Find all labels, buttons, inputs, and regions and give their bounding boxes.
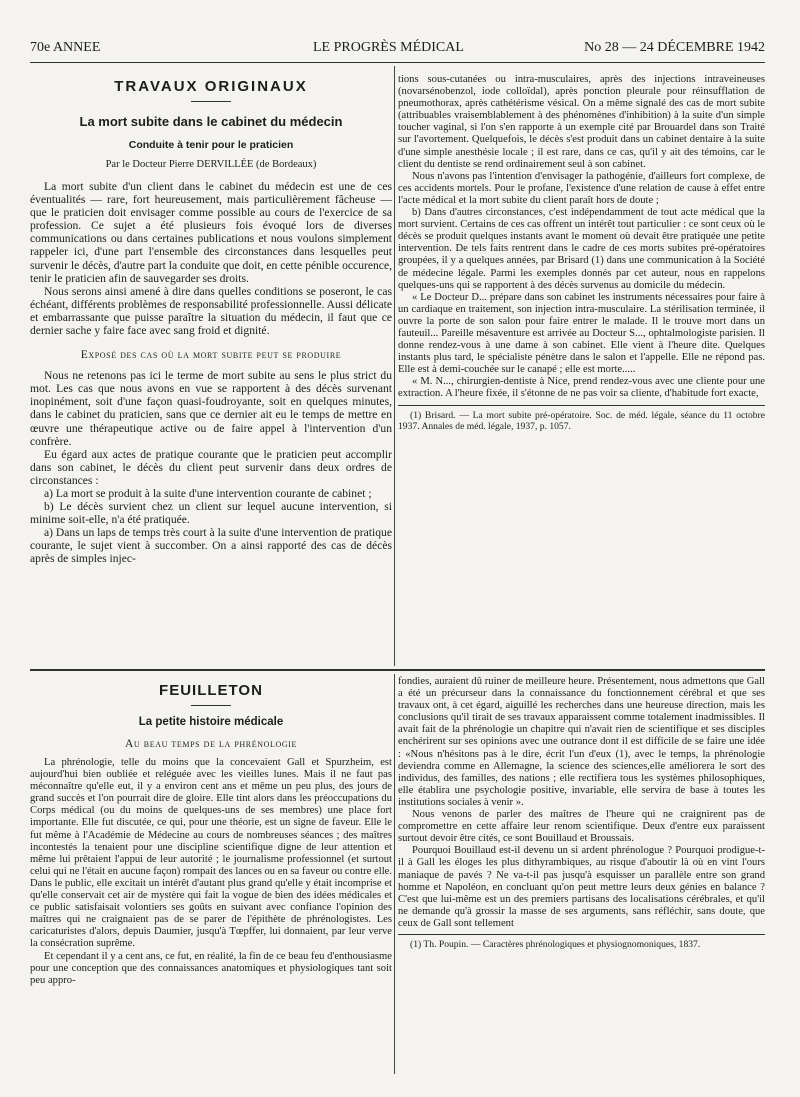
paragraph: b) Dans d'autres circonstances, c'est indépendamment de tout acte médical que la mort survient. Certains de ces cas offrent un intérêt tout particulier : ce sont ceux où le décès se produit quelques instants avant le moment où devait être pratiquée une petite intervention. De tels faits rentrent dans le cadre de ces morts subites pré-opératoires groupées, il y a quelques années, par Brisard (1) dans une communication à la Société de médecine légale. Parmi les exemples donnés par cet auteur, nous en rappelons quelques-uns qui se rapportent à des décès survenus au domicile du médecin. [398, 207, 765, 291]
article-byline: Par le Docteur Pierre DERVILLÉE (de Bordeaux) [105, 159, 317, 170]
article-subtitle: Conduite à tenir pour le praticien [128, 139, 294, 151]
paragraph: La mort subite d'un client dans le cabinet du médecin est une de ces éventualités — rare, fort heureusement, mais particulièrement fâcheuse — que le praticien doit envisager comme possible au cours de l'exercice de sa profession. Ce sujet a été plusieurs fois évoqué lors de diverses communications ou dans certaines publications et nous voulons simplement rappeler ici, d'une part l'ensemble des circonstances dans lesquelles peut survenir le décès, d'autre part la conduite que doit, en cette pénible occurence, tenir le praticien afin de sauvegarder ses droits. [30, 180, 392, 285]
subsection-heading: Exposé des cas où la mort subite peut se produire [80, 349, 342, 362]
title-divider [191, 705, 231, 706]
paragraph: Et cependant il y a cent ans, ce fut, en réalité, la fin de ce beau feu d'enthousiasme pour une conception que des connaissances anatomiques et physiologiques tant soit peu appro- [30, 950, 392, 986]
paragraph: Nous n'avons pas l'intention d'envisager la pathogénie, d'ailleurs fort complexe, de ces accidents mortels. Pour le profane, l'existence d'une relation de cause à effet entre l'acte médical et la mort subite du client paraît hors de doute ; [398, 170, 765, 206]
column-divider-bottom [394, 674, 395, 1074]
paragraph: Nous serons ainsi amené à dire dans quelles conditions se poseront, le cas échéant, différents problèmes de responsabilité professionnelle. Aussi délicate et embarrassante que puisse paraître la situation du médecin, il faut que ce dernier sache y faire face avec sang froid et dignité. [30, 284, 392, 338]
column-divider-top [394, 66, 395, 666]
paragraph: Nous ne retenons pas ici le terme de mort subite au sens le plus strict du mot. Les cas que nous avons en vue se rapportent à des décès survenant inopinément, soit d'une façon quasi-foudroyante, soit en quelques minutes, dans le cabinet du praticien, sans que ce dernier ait eu le temps de mettre en œuvre une thérapeutique active ou de faire appel à l'intervention d'un confrère. [30, 369, 392, 448]
header-rule [30, 62, 765, 63]
paragraph: Eu égard aux actes de pratique courante que le praticien peut accomplir dans son cabinet, le décès du client peut survenir dans deux ordres de circonstances : [30, 447, 392, 487]
feuilleton-right-column [398, 676, 765, 1076]
paragraph: a) Dans un laps de temps très court à la suite d'une intervention de pratique courante, le sujet vient à succomber. On a ainsi rapporté des cas de décès après de simples injec- [30, 526, 392, 566]
running-header [30, 34, 765, 60]
paragraph: b) Le décès survient chez un client sur lequel aucune intervention, si minime soit-elle, n'a été pratiquée. [30, 500, 392, 527]
travaux-right-column [398, 74, 765, 666]
section-title-travaux: TRAVAUX ORIGINAUX [114, 78, 308, 95]
paragraph: « Le Docteur D... prépare dans son cabinet les instruments nécessaires pour faire à un cardiaque en traitement, son injection intra-musculaire. La stérilisation terminée, il ouvre la porte de son salon pour faire entrer le malade. Il le trouve mort dans un fauteuil... Pareille mésaventure est arrivée au Docteur S..., ophtalmologiste parisien. Il donne rendez-vous à une dame à son cabinet. Elle vient à l'heure dite. Quelques instants plus tard, le spécialiste pénètre dans le salon et l'appelle. Elle ne répond pas. Elle est à demi-couchée sur le canapé ; elle est morte..... [398, 291, 765, 376]
journal-title: LE PROGRÈS MÉDICAL [313, 40, 464, 55]
paragraph: tions sous-cutanées ou intra-musculaires, après des injections intraveineuses (novarsénobenzol, iode colloïdal), après ponction pleurale pour réinsufflation de pneumothorax, après cathétérisme vésical. On a même signalé des cas de mort subite (attribuables vraisemblablement à des phénomènes d'inhibition) à la suite d'un simple toucher vaginal, si l'on s'en rapporte à un exemple cité par Brouardel dans son Traité sur l'avortement. Quelquefois, le décès s'est produit dans un cabinet dentaire à la suite d'une simple anesthésie locale ; il est rare, dans ce cas, qu'il y ait des témoins, car le client du dentiste se rend ordinairement seul à son cabinet. [398, 74, 765, 170]
feuilleton-separator [30, 669, 765, 671]
travaux-left-column [30, 72, 392, 668]
paragraph: Pourquoi Bouillaud est-il devenu un si ardent phrénologue ? Pourquoi prodigue-t-il à Gall les éloges les plus dithyrambiques, au risque d'aboutir là où en vint l'ours maniaque de pavés ? Ne va-t-il pas jusqu'à esquisser un parallèle entre son grand homme et Napoléon, en concluant qu'on peut mettre leurs deux génies en balance ? C'est que lui-même est un des premiers partisans des localisations cérébrales, et qu'il ne demande qu'à grossir la masse de ses arguments, sans réfléchir, sans doute, que ceux de Gall sont tellement [398, 845, 765, 929]
section-title-feuilleton: FEUILLETON [159, 682, 263, 699]
footnote: (1) Th. Poupin. — Caractères phrénologiques et physiognomoniques, 1837. [410, 938, 701, 950]
feuilleton-left-column [30, 674, 392, 1076]
paragraph: Nous venons de parler des maîtres de l'heure qui ne craignirent pas de compromettre en cette affaire leur renom scientifique. Deux d'entre eux paraissent surtout devoir être cités, ce sont Bouillaud et Broussais. [398, 809, 765, 845]
issue-date: No 28 — 24 DÉCEMBRE 1942 [584, 40, 765, 55]
footnote-rule [398, 934, 765, 935]
issue-year: 70e ANNEE [30, 40, 101, 55]
paragraph: fondies, auraient dû ruiner de meilleure heure. Présentement, nous admettons que Gall a été un précurseur dans la connaissance du fonctionnement cérébral et que ses travaux ont, à cet égard, aiguillé les recherches dans une heureuse direction, mais les conclusions qu'il tirait de ses travaux apparaissent comme totalement inadmissibles. Il avait fait de la phrénologie un chapitre qui n'avait rien de scientifique et ses disciples enchérirent sur ses opinions avec une outrance dont il est difficile de se faire une idée : «Nous n'hésitons pas à le dire, écrit l'un d'eux (1), avec le temps, la phrénologie deviendra comme en Allemagne, la science des sciences,elle améliorera le sort des individus, des familles, des nations ; elle rectifiera tous les systèmes philosophiques, elle établira une psychologie positive, invariable, elle servira de base à toutes les institutions sociales à venir ». [398, 676, 765, 808]
paragraph: « M. N..., chirurgien-dentiste à Nice, prend rendez-vous avec une cliente pour une extraction. A l'heure fixée, il s'étonne de ne pas voir sa cliente, d'habitude fort exacte, [398, 376, 765, 400]
paragraph: La phrénologie, telle du moins que la concevaient Gall et Spurzheim, est aujourd'hui bien oubliée et reléguée avec les vieilles lunes. Mais il ne faut pas méconnaître qu'elle eut, il y a environ cent ans et même un peu plus, des jours de grand succès et l'on pourrait dire de gloire. Elle tint alors dans les préoccupations du Corps médical (ou du moins de quelques-uns de ses membres) une place fort importante. Elle fut discutée, ce qui, pour une théorie, est un signe de faveur. Elle le fut même à l'Académie de Médecine au cours de nombreuses séances ; des maîtres incontestés la tenaient pour une discipline scientifique digne de leur attention et même lui prêtaient l'appui de leur autorité ; le journalisme professionnel (et surtout celui qui ne l'était en aucune façon) rompait des lances ou en sa faveur ou contre elle. Dans le public, elle excitait un intérêt d'autant plus grand qu'elle y était incomprise et qu'elle conservait cet air de mystère qui fait la vogue de bien des idées médicales et ce public satisfaisait volontiers ses goûts en suivant avec confiance l'opinion des maîtres qui ne craignaient pas de se parer de l'épithète de phrénologistes. Les caricaturistes d'alors, depuis Daumier, jusqu'à Tœpffer, lui donnaient, par leur verve la consécration suprême. [30, 757, 392, 950]
title-divider [191, 101, 231, 102]
article-title: La mort subite dans le cabinet du médecin [79, 114, 343, 129]
footnote: (1) Brisard. — La mort subite pré-opératoire. Soc. de méd. légale, séance du 11 octobre 1937. Annales de méd. légale, 1937, p. 1057. [398, 409, 765, 432]
footnote-rule [398, 405, 765, 406]
feuilleton-title: La petite histoire médicale [138, 716, 284, 728]
paragraph: a) La mort se produit à la suite d'une intervention courante de cabinet ; [44, 486, 372, 500]
feuilleton-subtitle: Au beau temps de la phrénologie [125, 738, 297, 750]
